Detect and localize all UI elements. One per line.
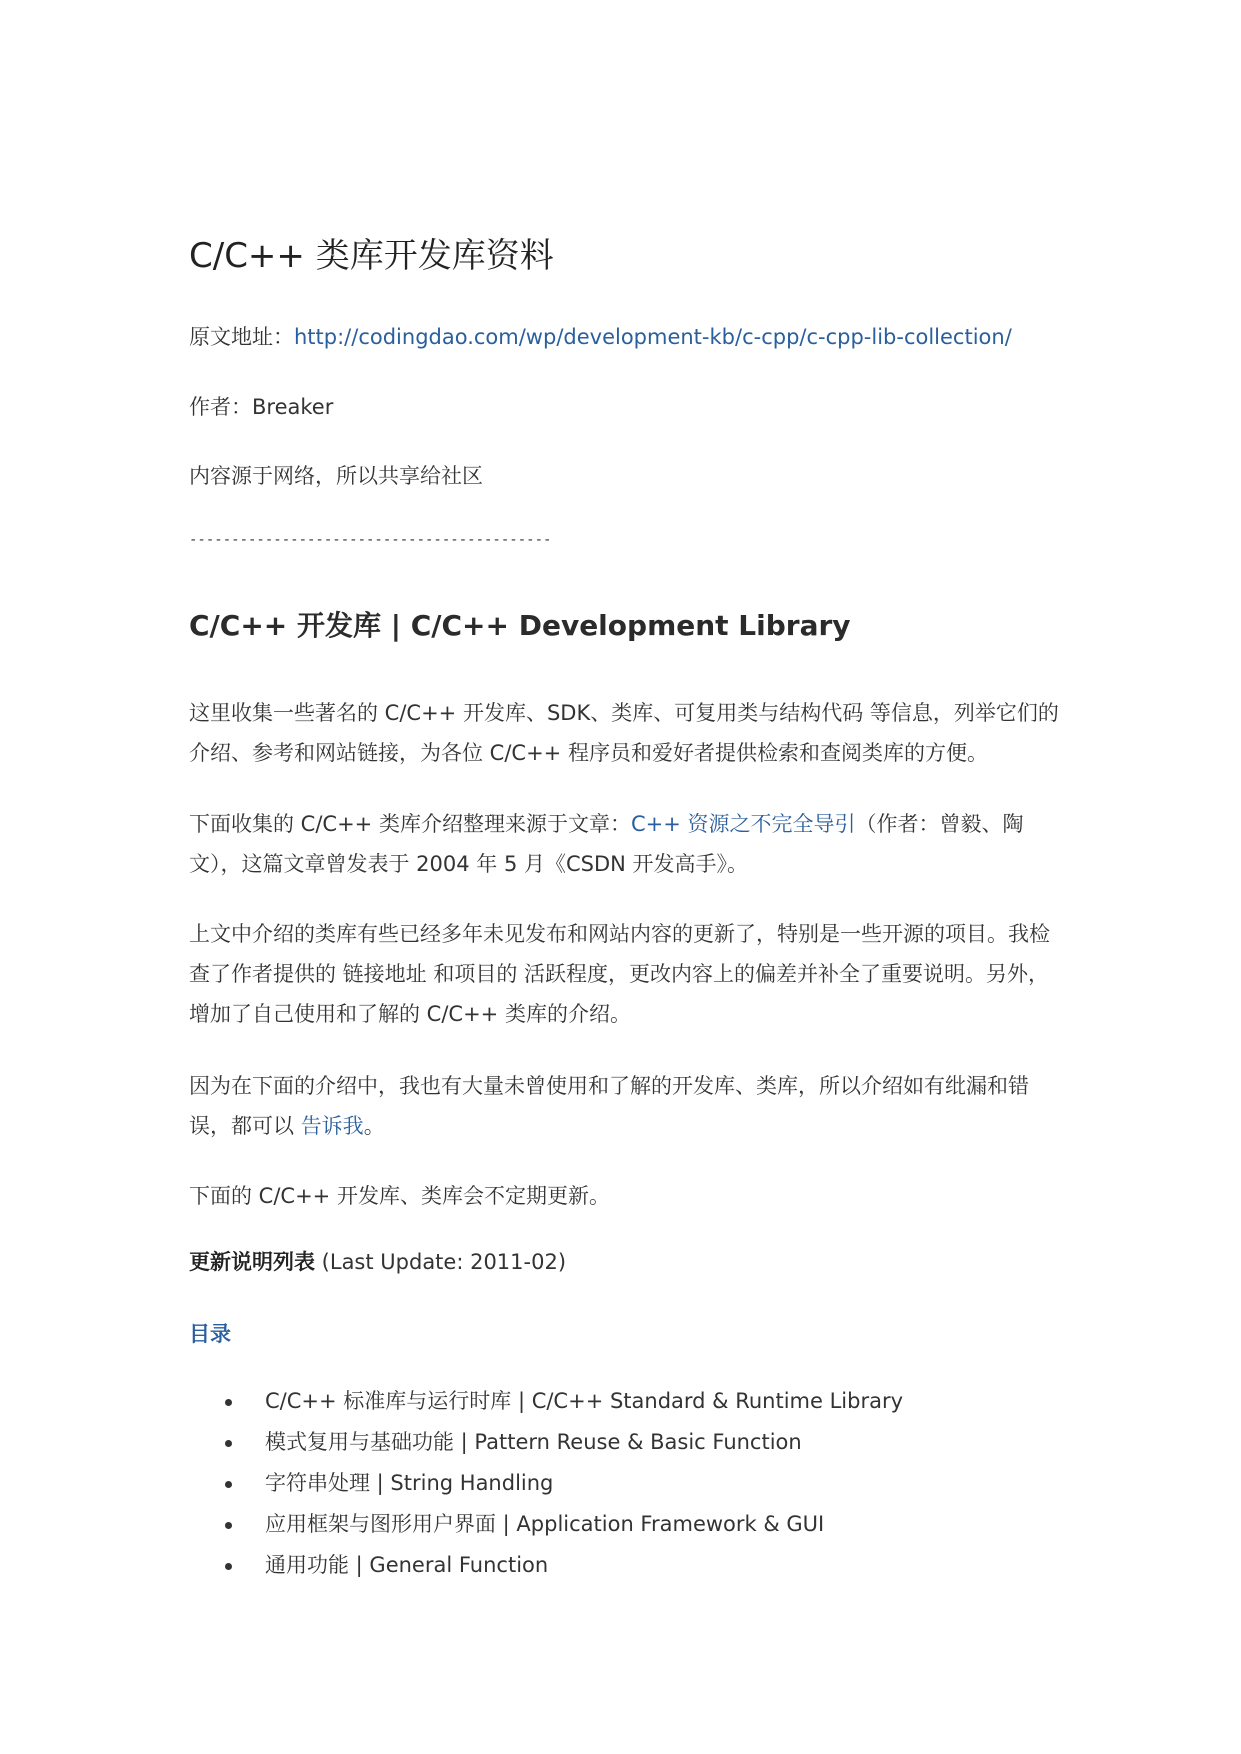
source-paragraph <box>189 804 1059 884</box>
toc-item-label: 模式复用与基础功能 | Pattern Reuse & Basic Function <box>265 1430 802 1454</box>
document-title: C/C++ 类库开发库资料 <box>189 236 554 276</box>
bullet-icon <box>225 1440 232 1447</box>
toc-item[interactable] <box>189 1427 903 1468</box>
article-link[interactable]: C++ 资源之不完全导引 <box>630 812 856 836</box>
toc-item[interactable] <box>189 1550 903 1591</box>
source-link[interactable]: http://codingdao.com/wp/development-kb/c-cpp/c-cpp-lib-collection/ <box>294 325 1012 349</box>
toc-item-label: C/C++ 标准库与运行时库 | C/C++ Standard & Runtime Library <box>265 1389 904 1413</box>
toc-heading[interactable]: 目录 <box>189 1322 231 1346</box>
toc-item-label: 通用功能 | General Function <box>265 1553 549 1577</box>
author-line: 作者：Breaker <box>189 395 334 419</box>
update-paragraph: 上文中介绍的类库有些已经多年未见发布和网站内容的更新了，特别是一些开源的项目。我检查了作者提供的 链接地址 和项目的 活跃程度，更改内容上的偏差并补全了重要说明。另外，增加了自己使用和了解的 C/C++ 类库的介绍。 <box>189 922 1050 1026</box>
toc-list <box>189 1386 903 1591</box>
update-list-detail: (Last Update: 2011-02) <box>315 1250 567 1274</box>
separator-line: ------------------------------------------- <box>189 532 552 548</box>
update-list-label: 更新说明列表 <box>189 1250 315 1274</box>
share-note: 内容源于网络，所以共享给社区 <box>189 464 483 488</box>
toc-item[interactable] <box>189 1468 903 1509</box>
source-label: 原文地址： <box>189 325 294 349</box>
source-line <box>189 322 1012 352</box>
toc-item-label: 应用框架与图形用户界面 | Application Framework & GUI <box>265 1512 825 1536</box>
toc-item[interactable] <box>189 1386 903 1427</box>
bullet-icon <box>225 1481 232 1488</box>
source-paragraph-tail: （作者：曾毅、陶文），这篇文章曾发表于 2004 年 5 月《CSDN 开发高手》。 <box>189 812 1024 876</box>
toc-item-label: 字符串处理 | String Handling <box>265 1471 554 1495</box>
feedback-paragraph-text: 因为在下面的介绍中，我也有大量未曾使用和了解的开发库、类库，所以介绍如有纰漏和错误，都可以 <box>189 1074 1029 1138</box>
feedback-paragraph <box>189 1066 1059 1146</box>
section-heading: C/C++ 开发库 | C/C++ Development Library <box>189 609 851 642</box>
bullet-icon <box>225 1563 232 1570</box>
source-paragraph-text: 下面收集的 C/C++ 类库介绍整理来源于文章： <box>189 812 631 836</box>
update-list-line <box>189 1247 566 1277</box>
intro-paragraph: 这里收集一些著名的 C/C++ 开发库、SDK、类库、可复用类与结构代码 等信息，列举它们的介绍、参考和网站链接，为各位 C/C++ 程序员和爱好者提供检索和查阅类库的方便。 <box>189 701 1059 765</box>
toc-item[interactable] <box>189 1509 903 1550</box>
schedule-paragraph: 下面的 C/C++ 开发库、类库会不定期更新。 <box>189 1184 610 1208</box>
bullet-icon <box>225 1399 232 1406</box>
contact-link[interactable]: 告诉我 <box>300 1114 364 1138</box>
feedback-paragraph-tail: 。 <box>363 1114 385 1138</box>
bullet-icon <box>225 1522 232 1529</box>
